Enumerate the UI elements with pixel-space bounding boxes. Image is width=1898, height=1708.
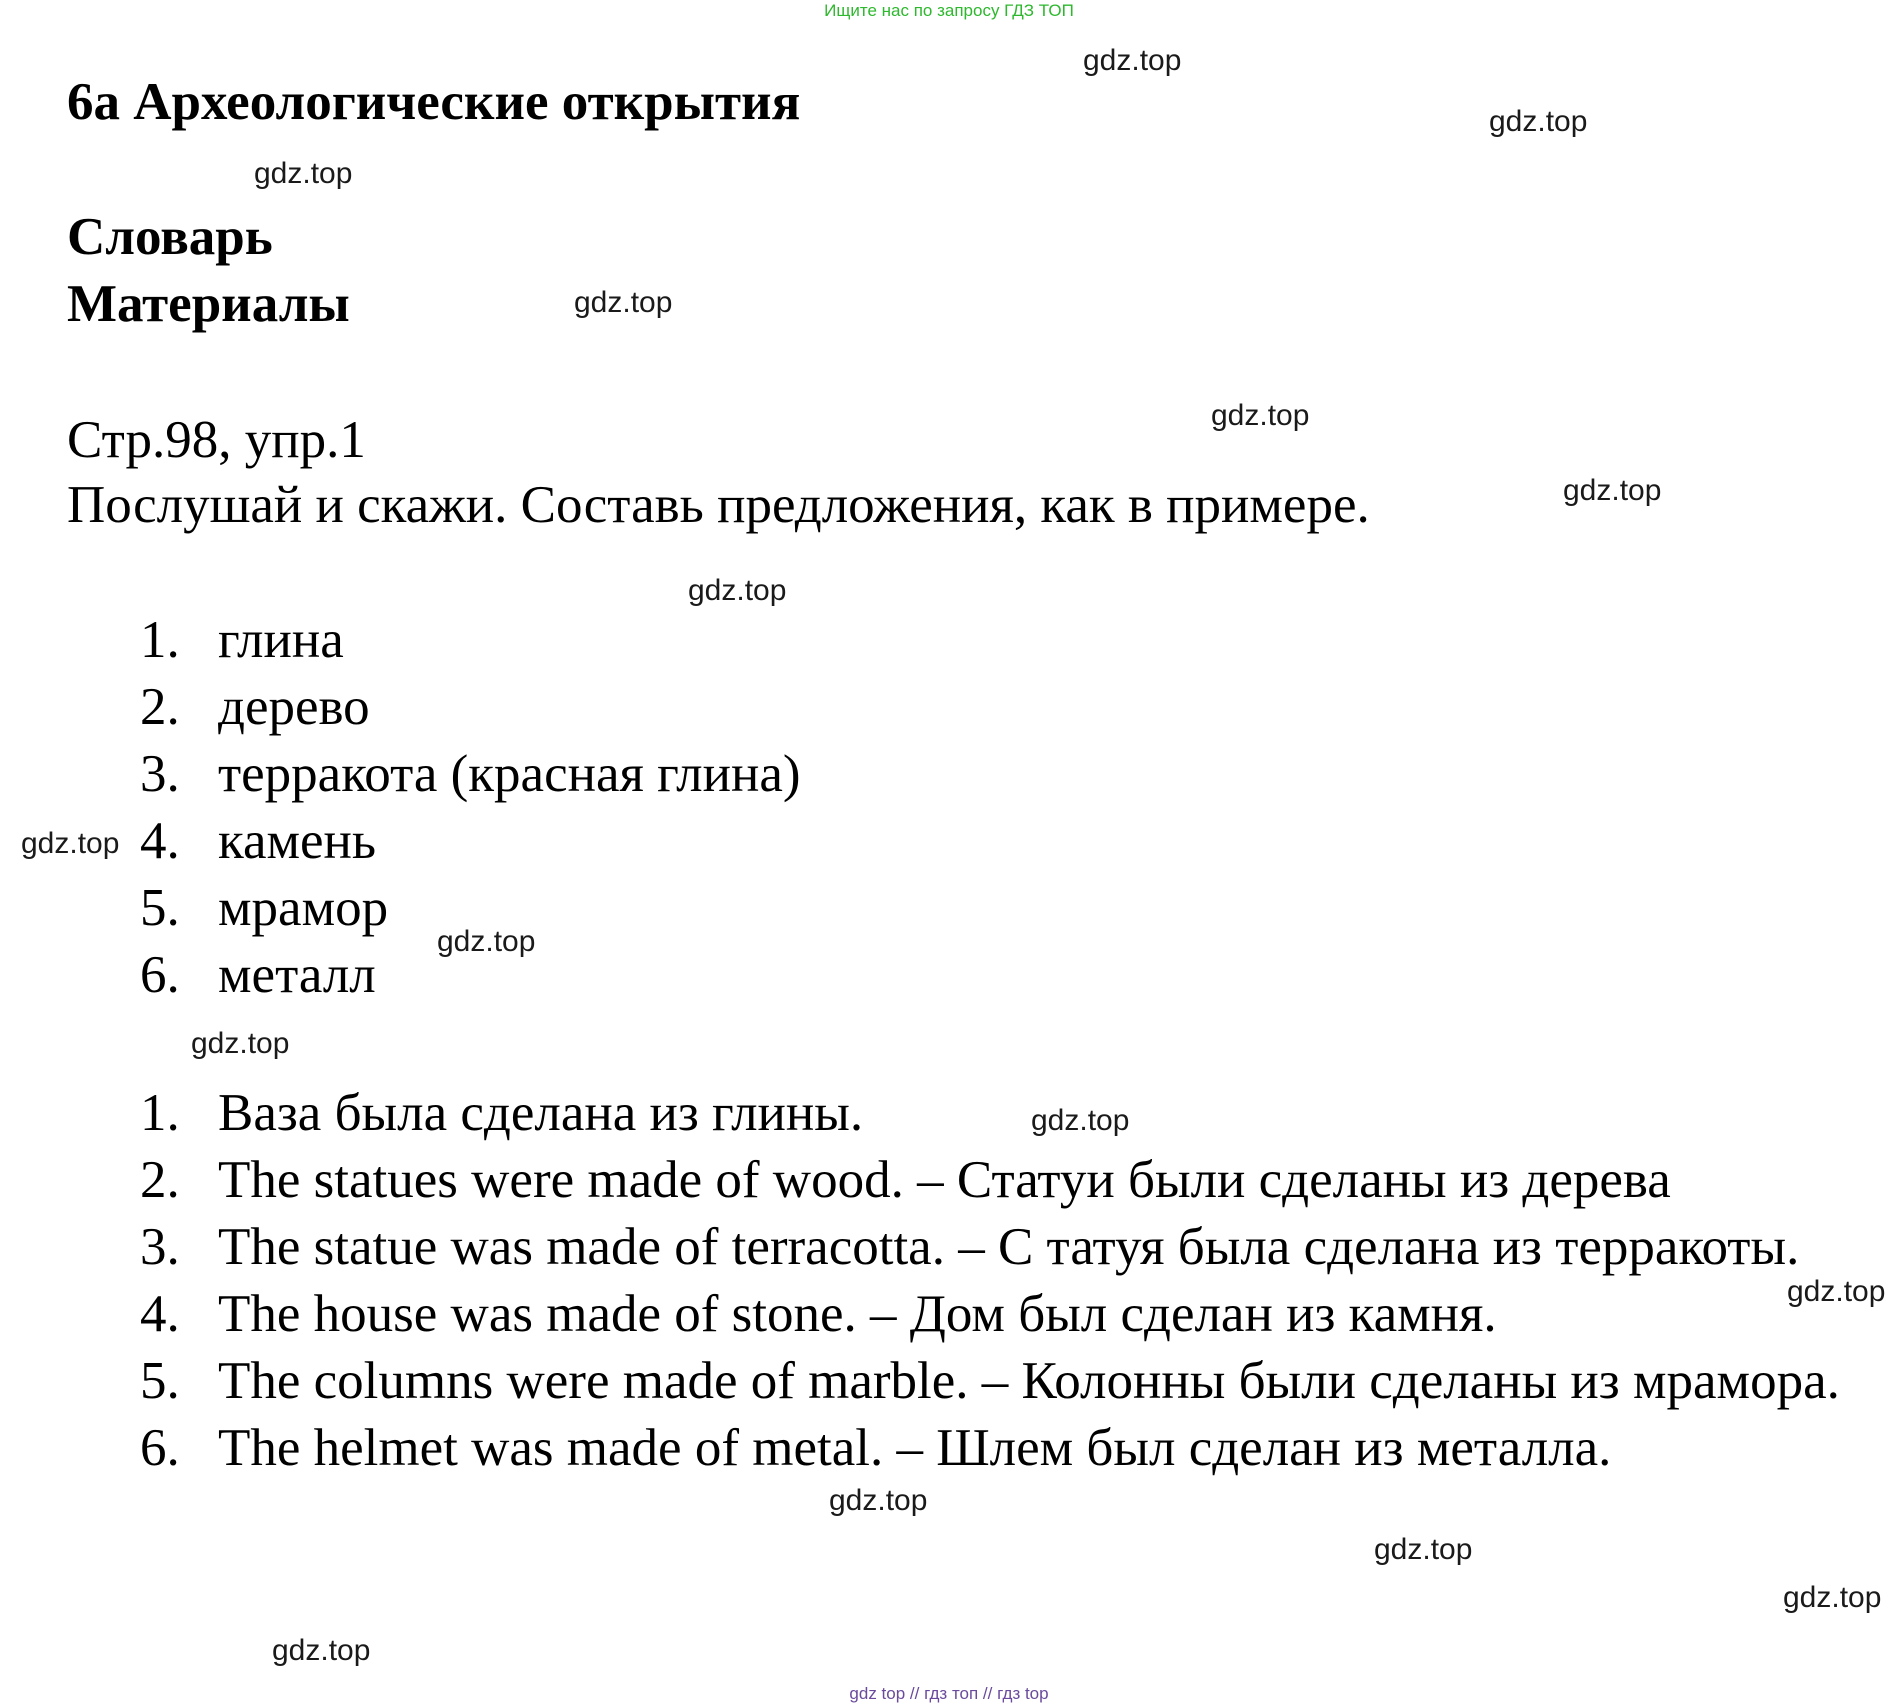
watermark: gdz.top: [21, 827, 120, 860]
list-item: [140, 674, 1850, 741]
list-item: [140, 1281, 1850, 1348]
item-text: The columns were made of marble. – Колонны были сделаны из мрамора.: [218, 1352, 1840, 1410]
watermark: gdz.top: [1374, 1533, 1473, 1566]
watermark: gdz.top: [574, 286, 673, 319]
list-item: [140, 808, 1850, 875]
list-item: [140, 942, 1850, 1009]
item-number: 5.: [140, 879, 180, 937]
item-text: глина: [218, 611, 344, 669]
watermark: gdz.top: [829, 1484, 928, 1517]
item-text: терракота (красная глина): [218, 745, 801, 803]
item-text: металл: [218, 946, 376, 1004]
item-number: 6.: [140, 1419, 180, 1477]
watermark: gdz.top: [1211, 399, 1310, 432]
watermark: gdz.top: [1563, 474, 1662, 507]
list-item: [140, 1147, 1850, 1214]
item-number: 4.: [140, 812, 180, 870]
watermark: gdz.top: [688, 574, 787, 607]
section-materials: Материалы: [67, 275, 350, 333]
list-item: [140, 1080, 1850, 1147]
watermark: gdz.top: [1489, 105, 1588, 138]
item-text: камень: [218, 812, 377, 870]
top-banner: Ищите нас по запросу ГДЗ ТОП: [824, 1, 1074, 20]
item-text: The helmet was made of metal. – Шлем был сделан из металла.: [218, 1419, 1612, 1477]
answer-sentence-list: [140, 1080, 1850, 1482]
item-number: 6.: [140, 946, 180, 1004]
item-number: 1.: [140, 611, 180, 669]
item-number: 3.: [140, 745, 180, 803]
item-number: 1.: [140, 1084, 180, 1142]
list-item: [140, 1214, 1850, 1281]
bottom-banner: gdz top // гдз топ // гдз top: [849, 1684, 1049, 1703]
watermark: gdz.top: [191, 1027, 290, 1060]
page-title: 6a Археологические открытия: [67, 73, 801, 131]
item-number: 4.: [140, 1285, 180, 1343]
watermark: gdz.top: [1787, 1275, 1886, 1308]
exercise-instruction: Послушай и скажи. Составь предложения, как в примере.: [67, 476, 1370, 534]
exercise-reference: Стр.98, упр.1: [67, 411, 366, 469]
item-number: 2.: [140, 1151, 180, 1209]
item-text: The statue was made of terracotta. – С татуя была сделана из терракоты.: [218, 1218, 1800, 1276]
watermark: gdz.top: [1031, 1104, 1130, 1137]
watermark: gdz.top: [1083, 44, 1182, 77]
list-item: [140, 607, 1850, 674]
materials-word-list: [140, 607, 1850, 1009]
item-text: The house was made of stone. – Дом был сделан из камня.: [218, 1285, 1497, 1343]
list-item: [140, 875, 1850, 942]
watermark: gdz.top: [254, 157, 353, 190]
watermark: gdz.top: [437, 925, 536, 958]
item-text: The statues were made of wood. – Статуи были сделаны из дерева: [218, 1151, 1671, 1209]
section-dictionary: Словарь: [67, 208, 273, 266]
item-text: дерево: [218, 678, 370, 736]
list-item: [140, 741, 1850, 808]
list-item: [140, 1348, 1850, 1415]
watermark: gdz.top: [272, 1634, 371, 1667]
item-number: 5.: [140, 1352, 180, 1410]
item-text: Ваза была сделана из глины.: [218, 1084, 864, 1142]
list-item: [140, 1415, 1850, 1482]
watermark: gdz.top: [1783, 1581, 1882, 1614]
item-number: 2.: [140, 678, 180, 736]
item-text: мрамор: [218, 879, 389, 937]
item-number: 3.: [140, 1218, 180, 1276]
